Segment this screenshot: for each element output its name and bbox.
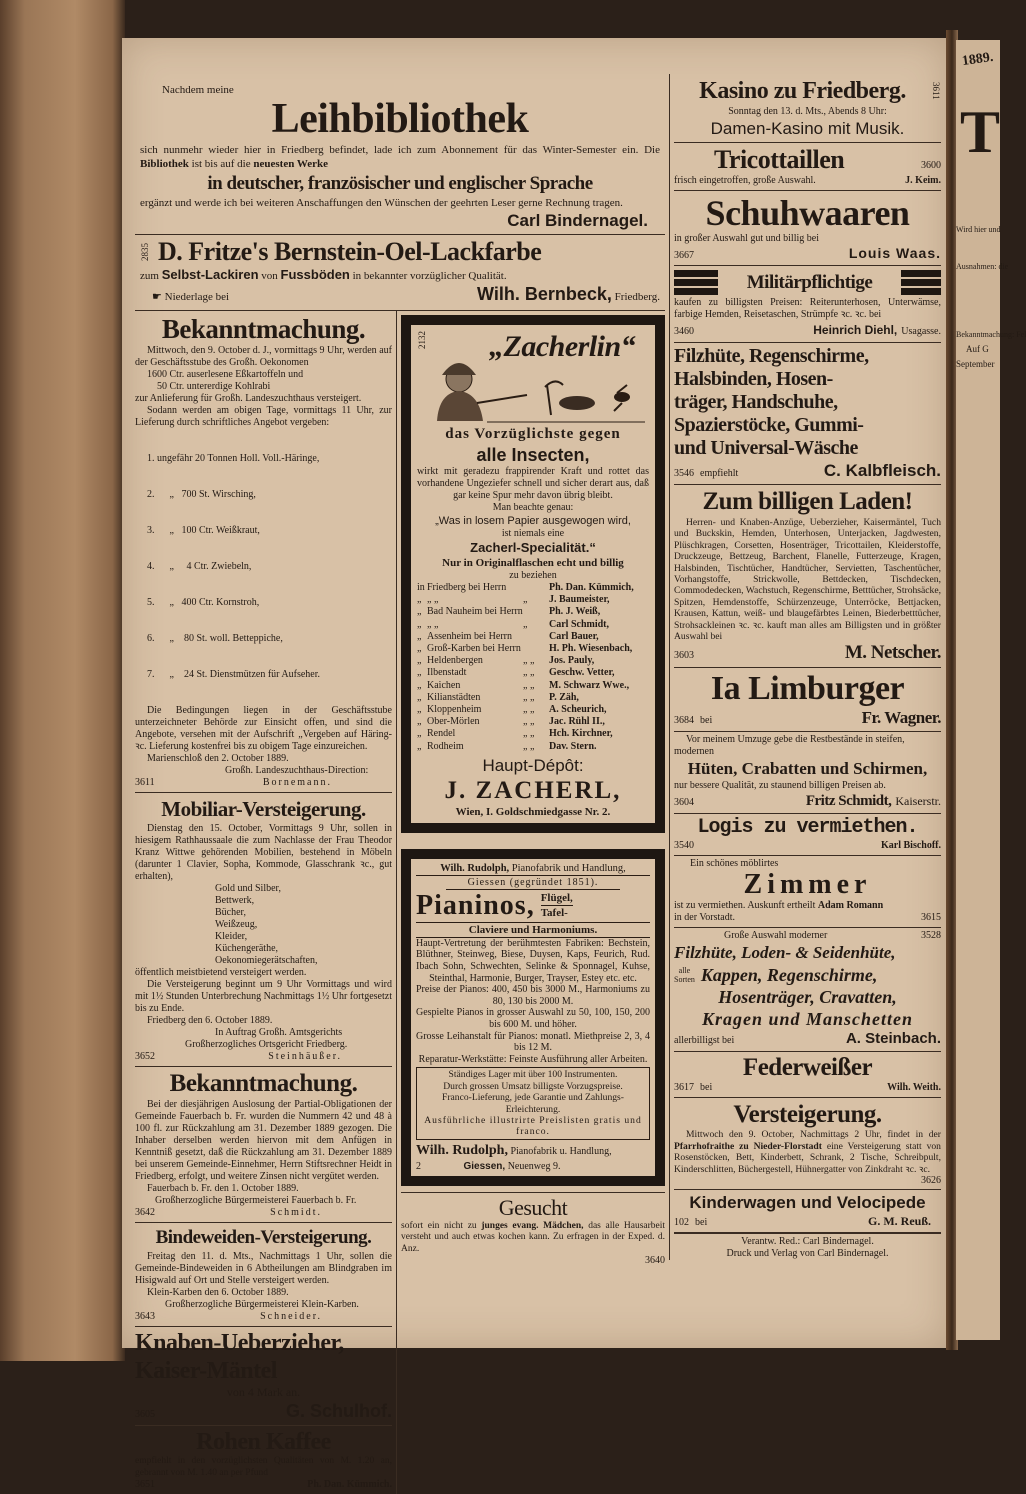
- bekanntmachung-fauerbach-notice: [135, 1067, 392, 1223]
- dealer-ditto: [523, 582, 549, 594]
- ad-title: Zimmer: [743, 869, 872, 901]
- depot-label: ☛ Niederlage bei: [152, 291, 230, 303]
- ad-title: Gesucht: [498, 1194, 568, 1220]
- notice-text: Die Versteigerung beginnt um 9 Uhr Vormittags und wird mit 1½ Stunden Unterbrechung Nachmittags 1½ Uhr fortgesetzt bis zu Ende.: [135, 979, 392, 1014]
- notice-text: zur Anlieferung für Großh. Landeszuchthaus versteigert.: [135, 393, 362, 404]
- ad-text: sofort ein nicht zu junges evang. Mädchen, das alle Hausarbeit versteht und auch etwas kochen kann. Zu erfragen in der Exped. d. Anz.: [401, 1220, 666, 1254]
- decorative-bars: [674, 268, 718, 297]
- limburger-ad: [674, 668, 941, 732]
- imprint: [674, 1234, 941, 1260]
- ad-text: frisch eingetroffen, große Auswahl.: [674, 175, 816, 186]
- ad-text: Vor meinem Umzuge gebe die Restbestände in steifen, modernen: [674, 734, 905, 758]
- bekanntmachung-notice: [135, 311, 392, 793]
- merchant-name: Fritz Schmidt,: [805, 793, 892, 810]
- gesucht-ad: [401, 1192, 665, 1268]
- dealer-town: Bad Nauheim bei Herrn: [427, 606, 523, 618]
- merchant-name: G. Schulhof.: [286, 1401, 392, 1421]
- ad-text: bei: [700, 715, 713, 727]
- ad-price: von 4 Mark an.: [226, 1385, 301, 1399]
- dealer-prefix: „: [417, 643, 422, 655]
- ad-text: bei: [700, 1082, 713, 1094]
- ad-title: Knaben-Ueberzieher,: [135, 1330, 344, 1356]
- list-item: Oekonomiegerätschaften,: [215, 955, 318, 966]
- dealer-prefix: in: [417, 582, 425, 593]
- dealer-name: Ph. Dan. Kümmich,: [549, 582, 634, 593]
- dealer-ditto: „ „: [523, 716, 535, 728]
- column-2: [397, 311, 665, 1267]
- ad-number: 2835: [140, 243, 150, 261]
- next-page-fragment: Ausnahmen: die: [956, 262, 1009, 271]
- ad-subtitle: Claviere und Harmoniums.: [416, 922, 650, 938]
- dealer-town: Heldenbergen: [427, 655, 483, 667]
- dealer-row: [417, 741, 649, 753]
- dealer-list: [417, 582, 649, 753]
- notice-text: Die Bedingungen liegen in der Geschäftsstube unterzeichneter Behörde zur Einsicht offen, und sind die Angebote, versehen mit der Aufschrift „Vergeben auf Häring- ꝛc. Lieferung kostenfrei bis zu obigem Tage einzureichen.: [135, 705, 392, 752]
- merchant-name: Heinrich Diehl,: [813, 323, 898, 337]
- dealer-prefix: „: [417, 679, 422, 691]
- ad-title: Federweißer: [742, 1054, 873, 1082]
- fritz-schmidt-ad: [674, 732, 941, 814]
- ad-text: kaufen zu billigsten Preisen: Reiterunterhosen, Unterwämse, farbige Hemden, Reisetaschen, Strümpfe ꝛc. ꝛc. bei: [674, 297, 941, 320]
- book-binding-edge: [0, 0, 125, 1361]
- rudolph-piano-ad: [401, 849, 665, 1186]
- dealer-row: [417, 704, 649, 716]
- firm-desc: Pianofabrik u. Handlung,: [510, 1145, 612, 1157]
- dealer-row: [417, 594, 649, 606]
- notice-title: Bekanntmachung.: [161, 314, 366, 344]
- ad-title: Kaiser-Mäntel: [135, 1358, 277, 1384]
- notice-text: Bei der diesjährigen Auslosung der Partial-Obligationen der Gemeinde Fauerbach b. Fr. wurden die Nummern 42 und 48 à 100 fl. zur Rückzahlung am 31. Dezember 1889 gezogen. Die Inhaber derselben werden hiervon mit dem Anfügen in Kenntniß gesetzt, daß die Rückzahlung am 31. Dezember 1889 bei unserem Gemeinde-Einnehmer, Herrn Stiftsrechner Heidt in Friedberg, erfolgt, und weitere Zinsen nicht vergütet werden.: [135, 1099, 392, 1182]
- ad-number: 3684: [674, 715, 694, 727]
- merchant-name: Wilh. Bernbeck,: [477, 284, 612, 304]
- ad-text: empfiehlt in den vorzüglichsten Qualitäten von M. 1.20 an, gebrannt von M. 1.40 an per Pfund: [135, 1456, 392, 1478]
- list-item: Bettwerk,: [215, 895, 255, 906]
- steinbach-ad: [674, 928, 941, 1052]
- column-3: [669, 74, 941, 1260]
- knaben-ad: [135, 1327, 392, 1426]
- list-item: 7. „ 24 St. Dienstmützen für Aufseher.: [147, 669, 321, 680]
- list-item: 1. ungefähr 20 Tonnen Holl. Voll.-Häringe,: [147, 453, 320, 464]
- dealer-town: Ober-Mörlen: [427, 716, 480, 728]
- list-item: Weißzeug,: [215, 919, 258, 930]
- notice-line: 50 Ctr. untererdige Kohlrabi: [157, 381, 271, 392]
- bindeweiden-notice: [135, 1223, 392, 1327]
- ad-title: Schuhwaaren: [705, 193, 910, 233]
- list-item: 2. „ 700 St. Wirsching,: [147, 489, 256, 500]
- ad-number: 3611: [931, 82, 941, 100]
- dealer-town: Assenheim bei Herrn: [427, 630, 512, 642]
- ad-number: 2: [416, 1160, 421, 1172]
- merchant-name: G. M. Reuß.: [868, 1214, 931, 1229]
- versteigerung-ad: [674, 1098, 941, 1190]
- ad-number: 102: [674, 1217, 689, 1229]
- notice-signer: Bornemann.: [262, 777, 332, 788]
- billiger-laden-ad: [674, 485, 941, 668]
- dealer-town: Ilbenstadt: [427, 667, 467, 679]
- dealer-name: Geschw. Vetter,: [549, 667, 615, 679]
- ad-line: Filzhüte, Loden- & Seidenhüte,: [674, 943, 896, 963]
- dealer-town: „ „: [427, 594, 439, 606]
- info-line: Ständiges Lager mit über 100 Instrumenten.: [448, 1069, 618, 1081]
- dealer-prefix: „: [417, 618, 422, 630]
- ad-title: Hüten, Crabatten und Schirmen,: [687, 759, 928, 779]
- ad-number: 3603: [674, 650, 694, 662]
- adjacent-page-fragment: [956, 40, 1026, 1340]
- dealer-ditto: [523, 606, 549, 618]
- merchant-name: A. Steinbach.: [845, 1030, 941, 1048]
- ad-line: Kragen und Manschetten: [701, 1009, 914, 1030]
- ad-title: Leihbibliothek: [271, 96, 529, 142]
- dealer-prefix: „: [417, 606, 422, 618]
- federweisser-ad: [674, 1052, 941, 1098]
- dealer-name: A. Scheurich,: [549, 704, 607, 716]
- notice-title: Bekanntmachung.: [169, 1070, 358, 1097]
- ad-number: 3642: [135, 1207, 155, 1218]
- mobiliar-versteigerung-notice: [135, 793, 392, 1067]
- ad-title: Ia Limburger: [710, 670, 905, 708]
- dealer-name: Jos. Pauly,: [549, 655, 595, 667]
- ad-title: D. Fritze's Bernstein-Oel-Lackfarbe: [158, 237, 542, 266]
- ad-number: 3528: [921, 930, 941, 942]
- list-item: Gold und Silber,: [215, 883, 281, 894]
- ad-quote: „Was in losem Papier ausgewogen wird,: [435, 515, 631, 527]
- dealer-ditto: „ „: [523, 740, 535, 752]
- notice-authority: Großherzogliche Bürgermeisterei Klein-Karben.: [165, 1299, 359, 1310]
- ad-text: alle: [678, 966, 691, 976]
- ad-line: Filzhüte, Regenschirme,: [674, 345, 869, 367]
- notice-text: Freitag den 11. d. Mts., Nachmittags 1 Uhr, sollen die Gemeinde-Bindeweiden in 6 Abtheilungen am Blindgraben im Hisigwald auf Ort und Stelle versteigert werden.: [135, 1251, 392, 1286]
- ad-text: empfiehlt: [700, 468, 739, 479]
- dealer-town: Rendel: [427, 728, 456, 740]
- ad-title: Logis zu vermiethen.: [697, 816, 918, 840]
- depot-label: Haupt-Dépôt:: [482, 755, 584, 775]
- ad-line: Spazierstöcke, Gummi-: [674, 414, 864, 436]
- dealer-prefix: „: [417, 691, 422, 703]
- notice-text: Dienstag den 15. October, Vormittags 9 Uhr, sollen in hiesigem Rathhaussaale die zum Nachlasse der Frau Theodor Kranz Wittwe gehörenden Mobilien, bestehend in Möbeln (darunter 1 Clavier, Sopha, Kommode, Glasschrank ꝛc., gut erhalten),: [135, 823, 392, 882]
- dealer-ditto: „ „: [523, 691, 535, 703]
- ad-text: Herren- und Knaben-Anzüge, Ueberzieher, Kaisermäntel, Tuch und Buckskin, Hemden, Unterhosen, Unterjacken, Jagdwesten, Plüschkragen, Corsetten, Hosenträger, Tricottailen, Kleiderstoffe, Druckzeuge, Bettzeug, Barchent, Flanelle, Futterzeuge, Kragen, Halsbinden, Tischtücher, Handtücher, Servietten, Taschentücher, Vorhangstoffe, Strickwolle, Bettdecken, Tischdecken, Commodedecken, Wachstuch, Regenschirme, Betttücher, Strohsäcke, Spitzen, Hemdenstoffe, Schürzenzeuge, Unterröcke, Bettjacken, Krausen, Kattun, weiß- und blaugefärbtes Leinen, Biederbetttücher, Strohsackleinen ꝛc. ꝛc. kauft man alles am Billigsten und in größter Auswahl bei: [674, 517, 941, 643]
- zacherlin-ad: [401, 315, 665, 833]
- dealer-ditto: „ „: [523, 667, 535, 679]
- notice-authority: Großherzogliche Bürgermeisterei Fauerbach b. Fr.: [155, 1195, 357, 1206]
- ad-title: Zum billigen Laden!: [702, 488, 913, 515]
- dealer-ditto: „ „: [523, 704, 535, 716]
- ad-text: Gespielte Pianos in grosser Auswahl zu 50, 100, 150, 200 bis 600 M. und höher.: [416, 1007, 650, 1030]
- dealer-name: H. Ph. Wiesenbach,: [549, 643, 633, 655]
- firm-desc: Pianofabrik und Handlung,: [511, 862, 626, 874]
- merchant-name: J. Keim.: [905, 175, 941, 186]
- ad-number: 3460: [674, 326, 694, 337]
- ad-text: Mittwoch den 9. October, Nachmittags 2 Uhr, findet in der Pfarrhofraithe zu Nieder-Florstadt eine Versteigerung statt von Rosenstöcken, Bett, Kinderbett, Schrank, 2 Tische, Schreibpult, Kinderschlitten, Büchergestell, Hühnergatter von Zinkdraht ꝛc. ꝛc.: [674, 1129, 941, 1175]
- notice-text: öffentlich meistbietend versteigert werden.: [135, 967, 307, 978]
- dealer-prefix: „: [417, 655, 422, 667]
- dealer-ditto: [523, 643, 549, 655]
- notice-text: Mittwoch, den 9. October d. J., vormittags 9 Uhr, werden auf der Geschäftsstube des Großh. Oekonomen: [135, 345, 392, 368]
- list-item: Bücher,: [215, 907, 246, 918]
- ad-title: Kasino zu Friedberg.: [699, 78, 906, 104]
- event-title: Damen-Kasino mit Musik.: [710, 119, 905, 138]
- editor-line: Verantw. Red.: Carl Bindernagel.: [741, 1236, 874, 1248]
- ad-number: 3643: [135, 1311, 155, 1322]
- firm-street: Neuenweg 9.: [507, 1160, 561, 1172]
- dealer-prefix: „: [417, 728, 422, 740]
- dealer-prefix: „: [417, 740, 422, 752]
- dealer-town: Kilianstädten: [427, 691, 481, 703]
- company-address: Wien, I. Goldschmiedgasse Nr. 2.: [455, 805, 611, 818]
- notice-authority: Großh. Landeszuchthaus-Direction:: [225, 765, 369, 776]
- list-item: 3. „ 100 Ctr. Weißkraut,: [147, 525, 260, 536]
- firm-city: Giessen (gegründet 1851).: [446, 876, 620, 890]
- dealer-ditto: [523, 631, 549, 643]
- dealer-town: Kaichen: [427, 679, 461, 691]
- pointing-hand-icon: ☛: [152, 291, 162, 303]
- ad-text: Nur in Originalflaschen echt und billig: [442, 557, 624, 569]
- ad-text: Sorten: [674, 975, 695, 985]
- ad-subtitle: Tafel-: [540, 907, 568, 920]
- merchant-street: Usagasse.: [901, 326, 941, 337]
- ad-line: Hosenträger, Cravatten,: [718, 987, 897, 1008]
- ad-text: nur bessere Qualität, zu staunend billigen Preisen ab.: [674, 780, 886, 792]
- next-page-fragment: Wird hier und: [956, 225, 1001, 234]
- left-page-area: [135, 82, 665, 1494]
- notice-title: Bindeweiden-Versteigerung.: [155, 1227, 372, 1248]
- notice-signer: Steinhäußer.: [268, 1051, 342, 1062]
- merchant-name: C. Kalbfleisch.: [823, 461, 941, 480]
- merchant-name: M. Netscher.: [844, 642, 941, 664]
- notice-place: Marienschloß den 2. October 1889.: [147, 753, 289, 764]
- ad-quote: Zacherl-Specialität.“: [470, 540, 596, 555]
- leihbibliothek-ad: [135, 82, 665, 235]
- dealer-name: P. Zäh,: [549, 691, 579, 703]
- dealer-town: Friedberg bei Herrn: [427, 582, 507, 593]
- ad-heading: das Vorzüglichste gegen: [445, 426, 621, 442]
- ad-heading: alle Insecten,: [476, 445, 590, 465]
- dealer-row: [417, 606, 649, 618]
- merchant-name: Fr. Wagner.: [861, 708, 941, 728]
- dealer-row: [417, 692, 649, 704]
- info-line: Ausführliche illustrirte Preislisten gratis und franco.: [424, 1115, 642, 1138]
- ad-text: zum Selbst-Lackiren von Fussböden in bekannter vorzüglicher Qualität.: [140, 267, 507, 282]
- ad-quote: ist niemals eine: [501, 528, 565, 539]
- dealer-prefix: „: [417, 704, 422, 716]
- ad-title: Tricottaillen: [714, 145, 845, 174]
- dealer-prefix: „: [417, 630, 422, 642]
- ad-line: und Universal-Wäsche: [674, 437, 858, 459]
- ad-text: sich nunmehr wieder hier in Friedberg befindet, lade ich zum Abonnement für das Winter-Semester ein. Die Bibliothek ist bis auf die neuesten Werke: [140, 144, 660, 170]
- dealer-prefix: „: [417, 667, 422, 679]
- next-page-fragment: Auf G: [966, 344, 989, 354]
- dealer-town: Groß-Karben bei Herrn: [427, 643, 521, 655]
- dealer-row: [417, 667, 649, 679]
- list-item: 5. „ 400 Ctr. Kornstroh,: [147, 597, 260, 608]
- merchant-name: Karl Bischoff.: [881, 840, 941, 852]
- notice-place: Fauerbach b. Fr. den 1. October 1889.: [147, 1183, 299, 1194]
- ad-languages: in deutscher, französischer und englischer Sprache: [207, 173, 593, 194]
- ad-number: 3651: [135, 1479, 155, 1490]
- ad-line: träger, Handschuhe,: [674, 391, 838, 413]
- dealer-name: Dav. Stern.: [549, 740, 597, 752]
- notice-text: Sodann werden am obigen Tage, vormittags 11 Uhr, zur Lieferung durch schriftliches Angebot vergeben:: [135, 405, 392, 428]
- notice-title: Mobiliar-Versteigerung.: [161, 797, 366, 821]
- dealer-prefix: „: [417, 716, 422, 728]
- logis-ad: [674, 814, 941, 856]
- notice-authority: Großherzogliches Ortsgericht Friedberg.: [185, 1039, 348, 1050]
- ad-text: in der Vorstadt.: [674, 912, 736, 924]
- ad-text: Reparatur-Werkstätte: Feinste Ausführung aller Arbeiten.: [418, 1053, 648, 1065]
- ad-text: Große Auswahl moderner: [724, 930, 828, 942]
- firm-name: Wilh. Rudolph,: [416, 1142, 508, 1158]
- ad-text: ergänzt und werde ich bei weiteren Anschaffungen den Wünschen der geehrten Leser gerne Rechnung tragen.: [140, 197, 623, 209]
- dealer-name: Ph. J. Weiß,: [549, 606, 601, 618]
- ad-text: Grosse Leihanstalt für Pianos: monatl. Miethpreise 2, 3, 4 bis 12 M.: [416, 1030, 650, 1054]
- info-line: Durch grossen Umsatz billigste Vorzugspreise.: [443, 1080, 623, 1092]
- dealer-row: [417, 643, 649, 655]
- info-line: Franco-Lieferung, jede Garantie und Zahlungs-Erleichterung.: [442, 1092, 624, 1115]
- dealer-town: Kloppenheim: [427, 704, 482, 716]
- ad-number: 3604: [674, 797, 694, 809]
- merchant-name: Wilh. Weith.: [887, 1082, 941, 1094]
- firm-city: Giessen,: [463, 1160, 506, 1172]
- ad-number: 3600: [921, 160, 941, 171]
- ad-text: in großer Auswahl gut und billig bei: [674, 233, 819, 244]
- list-item: 4. „ 4 Ctr. Zwiebeln,: [147, 561, 252, 572]
- schuhwaaren-ad: [674, 191, 941, 266]
- dealer-prefix: „: [417, 594, 422, 606]
- ad-subtitle: Flügel,: [540, 892, 573, 905]
- notice-authority: In Auftrag Großh. Amtsgerichts: [215, 1027, 343, 1038]
- dealer-row: [417, 582, 649, 594]
- kaffee-ad: [135, 1426, 392, 1494]
- ad-signature: Carl Bindernagel.: [507, 211, 648, 230]
- ad-title: Rohen Kaffee: [196, 1429, 331, 1455]
- firm-name: Wilh. Rudolph,: [440, 862, 510, 874]
- decorative-bars: [901, 268, 941, 297]
- dealer-name: Carl Schmidt,: [549, 618, 609, 630]
- dealer-ditto: „: [523, 618, 528, 630]
- dealer-name: M. Schwarz Wwe.,: [549, 679, 630, 691]
- company-name: J. ZACHERL,: [444, 776, 622, 804]
- dealer-row: [417, 716, 649, 728]
- notice-signer: Schneider.: [260, 1311, 322, 1322]
- ad-title: Militärpflichtige: [746, 271, 873, 293]
- ad-number: 3617: [674, 1082, 694, 1094]
- tricottaillen-ad: [674, 143, 941, 191]
- ad-text: Ein schönes möblirtes: [690, 858, 779, 870]
- dealer-name: J. Baumeister,: [549, 594, 610, 606]
- ad-text: bei: [695, 1217, 708, 1229]
- ad-text: wirkt mit geradezu frappirender Kraft und rottet das vorhandene Ungeziefer schnell und sicher derart aus, daß gar keine Spur mehr davon übrig bleibt.: [417, 466, 649, 501]
- fritze-ad: [135, 235, 665, 311]
- notice-line: 1600 Ctr. auserlesene Eßkartoffeln und: [147, 369, 304, 380]
- dealer-row: [417, 631, 649, 643]
- ad-text: allerbilligst bei: [674, 1035, 735, 1047]
- dealer-town: Rodheim: [427, 740, 464, 752]
- ad-text: ist zu vermiethen. Auskunft ertheilt Adam Romann: [674, 900, 884, 912]
- dealer-ditto: „: [523, 594, 528, 606]
- militaer-ad: [674, 266, 941, 343]
- dealer-ditto: „ „: [523, 679, 535, 691]
- ad-title: Pianinos,: [416, 889, 535, 921]
- dealer-row: [417, 680, 649, 692]
- ad-title: Kinderwagen und Velocipede: [689, 1193, 926, 1213]
- zimmer-ad: [674, 856, 941, 928]
- ad-title: „Zacherlin“: [489, 330, 636, 363]
- notice-signer: Schmidt.: [270, 1207, 322, 1218]
- ad-number: 3540: [674, 840, 694, 852]
- ad-line: Halsbinden, Hosen-: [674, 368, 833, 390]
- ad-line: Kappen, Regenschirme,: [700, 965, 878, 986]
- list-item: 6. „ 80 St. woll. Betteppiche,: [147, 633, 283, 644]
- merchant-name: Louis Waas.: [848, 245, 941, 261]
- ad-title: Versteigerung.: [733, 1101, 882, 1129]
- ad-number: 2132: [417, 331, 427, 349]
- dealer-row: [417, 655, 649, 667]
- column-1: [135, 311, 397, 1494]
- ad-text: Haupt-Vertretung der berühmtesten Fabriken: Bechstein, Blüthner, Steinweg, Biese, Duysen, Kaps, Feurich, Rud. Ibach Sohn, Schwechten, Selinke & Sponnagel, Kuhse, Steinthal, Harmonie, Burger, Trayser, Estey etc. etc.: [416, 937, 650, 984]
- kalbfleisch-ad: [674, 343, 941, 485]
- ad-number: 3667: [674, 250, 694, 261]
- dealer-row: [417, 619, 649, 631]
- list-item: Kleider,: [215, 931, 248, 942]
- ad-text: Man beachte genau:: [492, 502, 574, 513]
- ad-text: zu beziehen: [509, 570, 557, 581]
- notice-place: Klein-Karben den 6. October 1889.: [147, 1287, 289, 1298]
- next-page-initial: T: [960, 99, 1001, 165]
- list-item: Küchengeräthe,: [215, 943, 279, 954]
- dealer-name: Hch. Kirchner,: [549, 728, 613, 740]
- next-page-fragment: September: [956, 359, 995, 369]
- ad-number: 3546: [674, 468, 694, 479]
- zacherlin-illustration: [417, 329, 649, 425]
- ad-number: 3640: [645, 1255, 665, 1267]
- dealer-row: [417, 728, 649, 740]
- next-page-fragment: Bekanntmachung: Fel: [956, 330, 1026, 339]
- dealer-name: Jac. Rühl II.,: [549, 716, 605, 728]
- merchant-city: Friedberg.: [614, 291, 660, 303]
- kinderwagen-ad: [674, 1190, 941, 1234]
- next-page-year: 1889.: [961, 49, 995, 70]
- ad-number: 3615: [921, 912, 941, 924]
- ad-number: 3605: [135, 1409, 155, 1420]
- info-box: [416, 1067, 650, 1139]
- dealer-town: „ „: [427, 618, 439, 630]
- ad-number: 3652: [135, 1051, 155, 1062]
- dealer-ditto: „ „: [523, 728, 535, 740]
- kasino-ad: [674, 74, 941, 143]
- printer-line: Druck und Verlag von Carl Bindernagel.: [726, 1248, 889, 1260]
- ad-intro: Nachdem meine: [162, 84, 234, 96]
- ad-number: 3611: [135, 777, 155, 788]
- dealer-name: Carl Bauer,: [549, 630, 599, 642]
- merchant-street: Kaiserstr.: [895, 794, 941, 809]
- ad-number: 3626: [921, 1175, 941, 1187]
- notice-place: Friedberg den 6. October 1889.: [147, 1015, 273, 1026]
- ad-text: Preise der Pianos: 400, 450 bis 3000 M., Harmoniums zu 80, 130 bis 2000 M.: [416, 984, 650, 1007]
- dealer-ditto: „ „: [523, 655, 535, 667]
- event-date: Sonntag den 13. d. Mts., Abends 8 Uhr:: [728, 106, 887, 117]
- merchant-name: Ph. Dan. Kümmich.: [307, 1479, 392, 1490]
